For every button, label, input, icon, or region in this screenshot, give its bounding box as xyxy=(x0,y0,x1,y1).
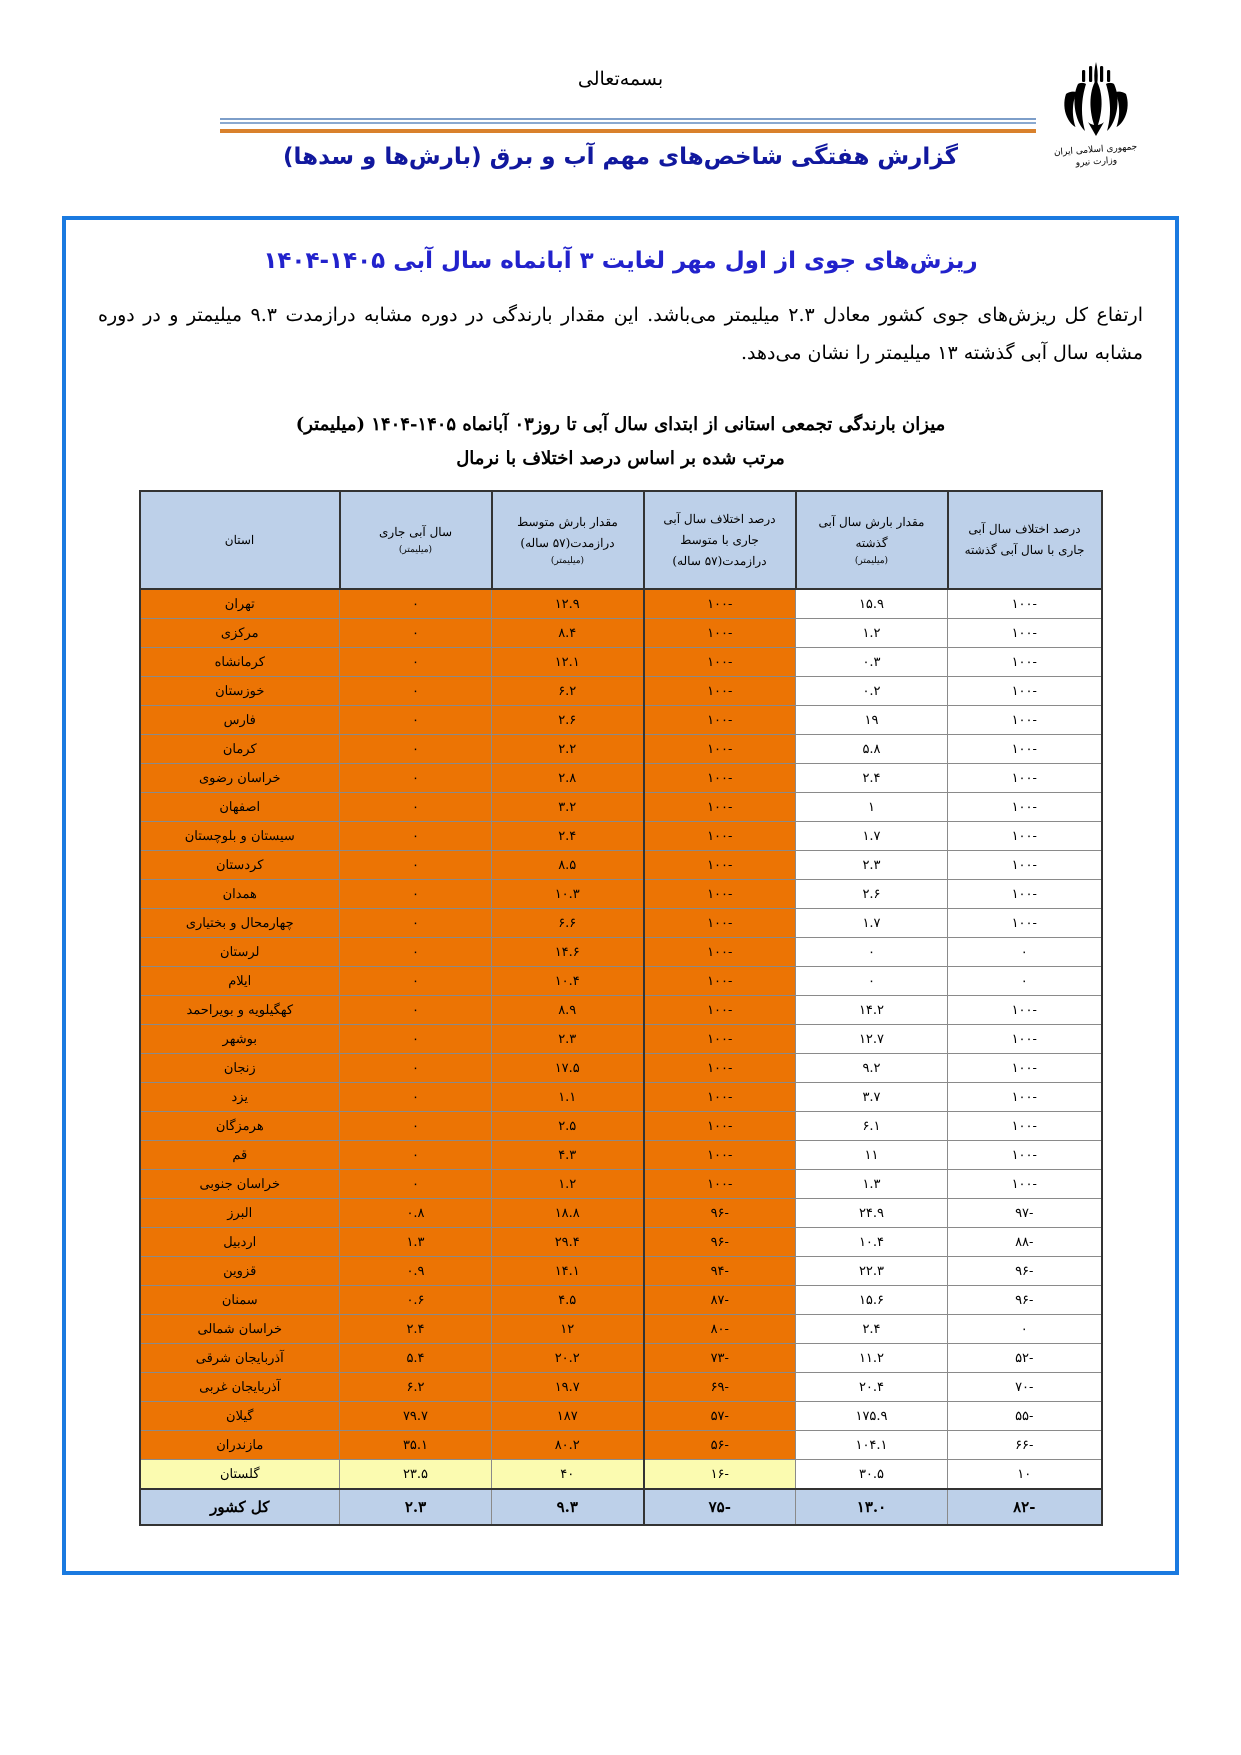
cell-current-year: ۰ xyxy=(340,764,492,793)
table-row xyxy=(140,1402,1102,1431)
cell-pct-diff-lastyear: ۰ xyxy=(948,938,1102,967)
table-row xyxy=(140,619,1102,648)
cell-province: کرمان xyxy=(140,735,340,764)
cell-longterm-avg: ۱۲.۹ xyxy=(492,589,644,619)
cell-longterm-avg: ۴.۵ xyxy=(492,1286,644,1315)
cell-pct-diff-lastyear: -۱۰۰ xyxy=(948,589,1102,619)
cell-province: لرستان xyxy=(140,938,340,967)
table-head xyxy=(140,491,1102,589)
cell-pct-diff-normal: -۱۰۰ xyxy=(644,1025,796,1054)
cell-pct-diff-lastyear: -۱۰۰ xyxy=(948,1025,1102,1054)
cell-pct-diff-normal: -۱۰۰ xyxy=(644,1112,796,1141)
cell-pct-diff-normal: -۱۰۰ xyxy=(644,1083,796,1112)
cell-pct-diff-lastyear: -۹۶ xyxy=(948,1286,1102,1315)
cell-current-year: ۰ xyxy=(340,1112,492,1141)
cell-pct-diff-lastyear: -۱۰۰ xyxy=(948,851,1102,880)
cell-longterm-avg: ۴۰ xyxy=(492,1460,644,1490)
cell-longterm-avg: ۴.۳ xyxy=(492,1141,644,1170)
cell-province: خراسان شمالی xyxy=(140,1315,340,1344)
cell-pct-diff-normal: -۱۰۰ xyxy=(644,706,796,735)
table-row xyxy=(140,764,1102,793)
table-row xyxy=(140,1373,1102,1402)
cell-current-year: ۱.۳ xyxy=(340,1228,492,1257)
col-header-province: استان xyxy=(140,491,340,589)
iran-emblem-icon xyxy=(1048,58,1144,140)
cell-pct-diff-lastyear: -۱۰۰ xyxy=(948,735,1102,764)
table-row xyxy=(140,1431,1102,1460)
table-row xyxy=(140,1025,1102,1054)
cell-province: زنجان xyxy=(140,1054,340,1083)
cell-longterm-avg: ۱۸.۸ xyxy=(492,1199,644,1228)
cell-longterm-avg: ۲۰.۲ xyxy=(492,1344,644,1373)
cell-longterm-avg: ۶.۲ xyxy=(492,677,644,706)
cell-longterm-avg: ۱۰.۳ xyxy=(492,880,644,909)
cell-last-year: ۱۱ xyxy=(796,1141,948,1170)
cell-current-year: ۳۵.۱ xyxy=(340,1431,492,1460)
cell-last-year: ۶.۱ xyxy=(796,1112,948,1141)
col-header-longterm-avg: مقدار بارش متوسط درازمدت(۵۷ ساله) (میلیمتر) xyxy=(492,491,644,589)
cell-current-year: ۷۹.۷ xyxy=(340,1402,492,1431)
cell-longterm-avg: ۱۰.۴ xyxy=(492,967,644,996)
table-header-row xyxy=(140,491,1102,589)
cell-pct-diff-lastyear: -۱۰۰ xyxy=(948,1083,1102,1112)
cell-longterm-avg: ۶.۶ xyxy=(492,909,644,938)
cell-pct-diff-normal: -۶۹ xyxy=(644,1373,796,1402)
cell-current-year: ۰ xyxy=(340,851,492,880)
cell-pct-diff-lastyear: -۱۰۰ xyxy=(948,1112,1102,1141)
cell-pct-diff-lastyear: -۱۰۰ xyxy=(948,619,1102,648)
cell-pct-diff-normal: -۱۰۰ xyxy=(644,735,796,764)
cell-pct-diff-normal: -۱۰۰ xyxy=(644,619,796,648)
cell-province: هرمزگان xyxy=(140,1112,340,1141)
cell-longterm-avg: ۲.۴ xyxy=(492,822,644,851)
cell-pct-diff-lastyear: -۵۵ xyxy=(948,1402,1102,1431)
cell-pct-diff-normal: -۱۰۰ xyxy=(644,996,796,1025)
cell-province: همدان xyxy=(140,880,340,909)
cell-pct-diff-lastyear: -۸۸ xyxy=(948,1228,1102,1257)
cell-pct-diff-normal: -۵۶ xyxy=(644,1431,796,1460)
cell-last-year: ۳.۷ xyxy=(796,1083,948,1112)
cell-current-year: ۰ xyxy=(340,822,492,851)
cell-current-year: ۰ xyxy=(340,677,492,706)
cell-current-year: ۰ xyxy=(340,938,492,967)
cell-province: گلستان xyxy=(140,1460,340,1490)
cell-pct-diff-normal: -۱۶ xyxy=(644,1460,796,1490)
cell-longterm-avg: ۲.۶ xyxy=(492,706,644,735)
cell-pct-diff-lastyear: ۰ xyxy=(948,1315,1102,1344)
cell-province: سمنان xyxy=(140,1286,340,1315)
table-row xyxy=(140,1112,1102,1141)
page-title: گزارش هفتگی شاخص‌های مهم آب و برق (بارش‌ها و سدها) xyxy=(283,144,958,170)
cell-pct-diff-lastyear: -۱۰۰ xyxy=(948,1054,1102,1083)
cell-province: گیلان xyxy=(140,1402,340,1431)
cell-longterm-avg: ۱۴.۱ xyxy=(492,1257,644,1286)
cell-province: قزوین xyxy=(140,1257,340,1286)
cell-province: مرکزی xyxy=(140,619,340,648)
cell-last-year: ۱.۷ xyxy=(796,822,948,851)
table-row xyxy=(140,1141,1102,1170)
cell-current-year: ۵.۴ xyxy=(340,1344,492,1373)
cell-pct-diff-normal: -۸۷ xyxy=(644,1286,796,1315)
provincial-rainfall-table xyxy=(139,490,1103,1526)
cell-last-year: ۲۴.۹ xyxy=(796,1199,948,1228)
table-row xyxy=(140,793,1102,822)
cell-longterm-avg: ۱۲.۱ xyxy=(492,648,644,677)
table-row xyxy=(140,1286,1102,1315)
cell-pct-diff-lastyear: -۹۶ xyxy=(948,1257,1102,1286)
cell-pct-diff-normal: -۱۰۰ xyxy=(644,880,796,909)
cell-current-year: ۰ xyxy=(340,706,492,735)
cell-longterm-avg: ۸۰.۲ xyxy=(492,1431,644,1460)
cell-pct-diff-normal: -۱۰۰ xyxy=(644,589,796,619)
cell-last-year: ۱۰.۴ xyxy=(796,1228,948,1257)
cell-province: البرز xyxy=(140,1199,340,1228)
rule-blue-1 xyxy=(220,118,1036,120)
header-rules xyxy=(220,118,1036,133)
cell-last-year: ۱.۲ xyxy=(796,619,948,648)
cell-last-year: ۲.۶ xyxy=(796,880,948,909)
cell-pct-diff-lastyear: -۱۰۰ xyxy=(948,880,1102,909)
emblem-caption: جمهوری اسلامی ایران وزارت نیرو xyxy=(1053,142,1138,169)
cell-pct-diff-normal: -۱۰۰ xyxy=(644,1141,796,1170)
cell-pct-diff-normal: -۹۴ xyxy=(644,1257,796,1286)
section-title: ریزش‌های جوی از اول مهر لغایت ۳ آبانماه سال آبی ۱۴۰۵-۱۴۰۴ xyxy=(263,248,978,274)
rule-blue-2 xyxy=(220,122,1036,124)
cell-pct-diff-normal: -۱۰۰ xyxy=(644,793,796,822)
total-pct-diff-lastyear: -۸۲ xyxy=(948,1489,1102,1525)
cell-last-year: ۱۹ xyxy=(796,706,948,735)
table-row xyxy=(140,648,1102,677)
cell-current-year: ۰ xyxy=(340,1141,492,1170)
table-row xyxy=(140,1228,1102,1257)
cell-current-year: ۶.۲ xyxy=(340,1373,492,1402)
cell-province: مازندران xyxy=(140,1431,340,1460)
cell-pct-diff-lastyear: -۱۰۰ xyxy=(948,1170,1102,1199)
cell-longterm-avg: ۸.۹ xyxy=(492,996,644,1025)
cell-pct-diff-normal: -۱۰۰ xyxy=(644,648,796,677)
cell-pct-diff-lastyear: -۱۰۰ xyxy=(948,793,1102,822)
cell-last-year: ۱۷۵.۹ xyxy=(796,1402,948,1431)
cell-current-year: ۰ xyxy=(340,648,492,677)
table-row xyxy=(140,677,1102,706)
cell-province: اصفهان xyxy=(140,793,340,822)
cell-pct-diff-normal: -۵۷ xyxy=(644,1402,796,1431)
cell-current-year: ۰ xyxy=(340,1054,492,1083)
cell-longterm-avg: ۱۲ xyxy=(492,1315,644,1344)
cell-pct-diff-normal: -۱۰۰ xyxy=(644,967,796,996)
cell-longterm-avg: ۱۴.۶ xyxy=(492,938,644,967)
cell-pct-diff-lastyear: -۹۷ xyxy=(948,1199,1102,1228)
cell-current-year: ۰ xyxy=(340,880,492,909)
cell-last-year: ۰.۲ xyxy=(796,677,948,706)
cell-last-year: ۰ xyxy=(796,967,948,996)
cell-pct-diff-lastyear: -۱۰۰ xyxy=(948,822,1102,851)
cell-province: خراسان رضوی xyxy=(140,764,340,793)
cell-province: سیستان و بلوچستان xyxy=(140,822,340,851)
cell-current-year: ۰ xyxy=(340,735,492,764)
col-header-pct-diff-normal: درصد اختلاف سال آبی جاری با متوسط درازمدت(۵۷ ساله) xyxy=(644,491,796,589)
table-row xyxy=(140,589,1102,619)
cell-pct-diff-lastyear: -۷۰ xyxy=(948,1373,1102,1402)
cell-last-year: ۱ xyxy=(796,793,948,822)
cell-pct-diff-normal: -۹۶ xyxy=(644,1199,796,1228)
cell-province: کهگیلویه و بویراحمد xyxy=(140,996,340,1025)
table-caption-line1: میزان بارندگی تجمعی استانی از ابتدای سال آبی تا روز۰۳ آبانماه ۱۴۰۵-۱۴۰۴ (میلیمتر) xyxy=(295,414,946,435)
cell-last-year: ۱۵.۶ xyxy=(796,1286,948,1315)
cell-province: یزد xyxy=(140,1083,340,1112)
cell-last-year: ۹.۲ xyxy=(796,1054,948,1083)
cell-pct-diff-normal: -۷۳ xyxy=(644,1344,796,1373)
table-row xyxy=(140,967,1102,996)
cell-longterm-avg: ۸.۵ xyxy=(492,851,644,880)
cell-pct-diff-lastyear: -۱۰۰ xyxy=(948,706,1102,735)
cell-province: چهارمحال و بختیاری xyxy=(140,909,340,938)
cell-province: کرمانشاه xyxy=(140,648,340,677)
table-row xyxy=(140,851,1102,880)
cell-current-year: ۰ xyxy=(340,793,492,822)
cell-province: خراسان جنوبی xyxy=(140,1170,340,1199)
table-row xyxy=(140,822,1102,851)
table-body xyxy=(140,589,1102,1525)
cell-province: تهران xyxy=(140,589,340,619)
cell-longterm-avg: ۲.۸ xyxy=(492,764,644,793)
table-row xyxy=(140,1170,1102,1199)
table-row xyxy=(140,1315,1102,1344)
cell-pct-diff-lastyear: -۱۰۰ xyxy=(948,1141,1102,1170)
table-row xyxy=(140,1257,1102,1286)
col-header-current-year: سال آبی جاری (میلیمتر) xyxy=(340,491,492,589)
table-caption-line2: مرتب شده بر اساس درصد اختلاف با نرمال xyxy=(456,448,785,470)
cell-longterm-avg: ۲۹.۴ xyxy=(492,1228,644,1257)
table-row xyxy=(140,880,1102,909)
cell-current-year: ۰ xyxy=(340,1025,492,1054)
cell-longterm-avg: ۱۸۷ xyxy=(492,1402,644,1431)
cell-longterm-avg: ۲.۲ xyxy=(492,735,644,764)
total-current-year: ۲.۳ xyxy=(340,1489,492,1525)
table-row xyxy=(140,909,1102,938)
table-row xyxy=(140,1083,1102,1112)
cell-last-year: ۱۴.۲ xyxy=(796,996,948,1025)
table-row xyxy=(140,938,1102,967)
cell-last-year: ۱.۳ xyxy=(796,1170,948,1199)
cell-last-year: ۰.۳ xyxy=(796,648,948,677)
cell-pct-diff-lastyear: -۱۰۰ xyxy=(948,648,1102,677)
cell-longterm-avg: ۱۹.۷ xyxy=(492,1373,644,1402)
cell-last-year: ۲۰.۴ xyxy=(796,1373,948,1402)
cell-longterm-avg: ۱.۲ xyxy=(492,1170,644,1199)
col-header-last-year: مقدار بارش سال آبی گذشته (میلیمتر) xyxy=(796,491,948,589)
cell-current-year: ۰ xyxy=(340,1083,492,1112)
cell-longterm-avg: ۱.۱ xyxy=(492,1083,644,1112)
cell-longterm-avg: ۱۷.۵ xyxy=(492,1054,644,1083)
cell-current-year: ۲۳.۵ xyxy=(340,1460,492,1490)
cell-last-year: ۵.۸ xyxy=(796,735,948,764)
cell-current-year: ۰.۶ xyxy=(340,1286,492,1315)
table-row xyxy=(140,1054,1102,1083)
cell-last-year: ۲.۴ xyxy=(796,764,948,793)
table-row xyxy=(140,1344,1102,1373)
cell-pct-diff-lastyear: -۶۶ xyxy=(948,1431,1102,1460)
cell-current-year: ۰ xyxy=(340,909,492,938)
bismillah-text: بسمه‌تعالی xyxy=(577,68,664,90)
cell-province: ایلام xyxy=(140,967,340,996)
cell-pct-diff-normal: -۱۰۰ xyxy=(644,851,796,880)
report-content-box xyxy=(62,216,1179,1575)
cell-pct-diff-normal: -۸۰ xyxy=(644,1315,796,1344)
cell-longterm-avg: ۲.۳ xyxy=(492,1025,644,1054)
cell-pct-diff-normal: -۱۰۰ xyxy=(644,677,796,706)
cell-province: خوزستان xyxy=(140,677,340,706)
cell-pct-diff-normal: -۱۰۰ xyxy=(644,822,796,851)
cell-current-year: ۰ xyxy=(340,967,492,996)
cell-pct-diff-normal: -۱۰۰ xyxy=(644,764,796,793)
cell-province: فارس xyxy=(140,706,340,735)
cell-current-year: ۰ xyxy=(340,589,492,619)
table-row xyxy=(140,996,1102,1025)
cell-last-year: ۱.۷ xyxy=(796,909,948,938)
total-pct-diff-normal: -۷۵ xyxy=(644,1489,796,1525)
cell-province: قم xyxy=(140,1141,340,1170)
cell-pct-diff-lastyear: -۱۰۰ xyxy=(948,909,1102,938)
cell-province: کردستان xyxy=(140,851,340,880)
document-header xyxy=(0,0,1241,200)
table-row xyxy=(140,706,1102,735)
cell-pct-diff-normal: -۱۰۰ xyxy=(644,1054,796,1083)
cell-last-year: ۱۰۴.۱ xyxy=(796,1431,948,1460)
table-row xyxy=(140,1199,1102,1228)
cell-current-year: ۰ xyxy=(340,1170,492,1199)
cell-longterm-avg: ۸.۴ xyxy=(492,619,644,648)
col-header-pct-diff-lastyear: درصد اختلاف سال آبی جاری با سال آبی گذشته xyxy=(948,491,1102,589)
table-row xyxy=(140,735,1102,764)
total-province-label: کل کشور xyxy=(140,1489,340,1525)
table-row xyxy=(140,1460,1102,1490)
cell-pct-diff-lastyear: ۰ xyxy=(948,967,1102,996)
cell-last-year: ۱۵.۹ xyxy=(796,589,948,619)
cell-province: بوشهر xyxy=(140,1025,340,1054)
cell-province: آذربایجان شرقی xyxy=(140,1344,340,1373)
cell-pct-diff-lastyear: ۱۰ xyxy=(948,1460,1102,1490)
cell-pct-diff-lastyear: -۱۰۰ xyxy=(948,764,1102,793)
cell-pct-diff-lastyear: -۱۰۰ xyxy=(948,996,1102,1025)
cell-province: اردبیل xyxy=(140,1228,340,1257)
summary-paragraph: ارتفاع کل ریزش‌های جوی کشور معادل ۲.۳ میلیمتر می‌باشد. این مقدار بارندگی در دوره مشابه درازمدت ۹.۳ میلیمتر و در دوره مشابه سال آبی گذشته ۱۳ میلیمتر را نشان می‌دهد. xyxy=(98,304,1143,364)
table-caption xyxy=(88,408,1153,476)
cell-last-year: ۲۲.۳ xyxy=(796,1257,948,1286)
cell-current-year: ۰ xyxy=(340,619,492,648)
cell-last-year: ۳۰.۵ xyxy=(796,1460,948,1490)
cell-last-year: ۲.۳ xyxy=(796,851,948,880)
cell-current-year: ۰.۸ xyxy=(340,1199,492,1228)
cell-pct-diff-normal: -۱۰۰ xyxy=(644,938,796,967)
cell-pct-diff-lastyear: -۱۰۰ xyxy=(948,677,1102,706)
cell-last-year: ۱۱.۲ xyxy=(796,1344,948,1373)
total-longterm-avg: ۹.۳ xyxy=(492,1489,644,1525)
cell-last-year: ۲.۴ xyxy=(796,1315,948,1344)
cell-last-year: ۰ xyxy=(796,938,948,967)
cell-province: آذربایجان غربی xyxy=(140,1373,340,1402)
cell-last-year: ۱۲.۷ xyxy=(796,1025,948,1054)
cell-pct-diff-normal: -۹۶ xyxy=(644,1228,796,1257)
cell-current-year: ۰ xyxy=(340,996,492,1025)
cell-pct-diff-lastyear: -۵۲ xyxy=(948,1344,1102,1373)
table-total-row xyxy=(140,1489,1102,1525)
cell-pct-diff-normal: -۱۰۰ xyxy=(644,1170,796,1199)
cell-pct-diff-normal: -۱۰۰ xyxy=(644,909,796,938)
cell-longterm-avg: ۲.۵ xyxy=(492,1112,644,1141)
cell-current-year: ۰.۹ xyxy=(340,1257,492,1286)
total-last-year: ۱۳.۰ xyxy=(796,1489,948,1525)
cell-current-year: ۲.۴ xyxy=(340,1315,492,1344)
cell-longterm-avg: ۳.۲ xyxy=(492,793,644,822)
rule-orange xyxy=(220,129,1036,133)
